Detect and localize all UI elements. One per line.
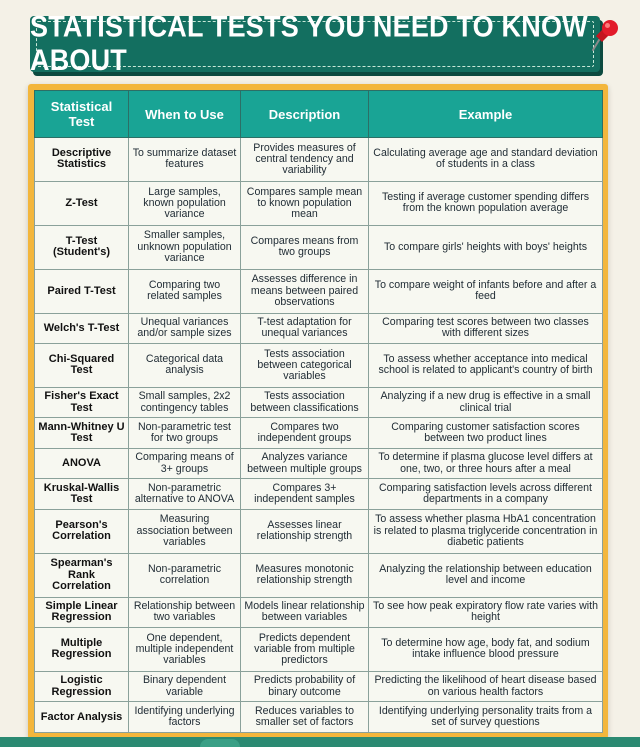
test-name-cell: Fisher's Exact Test xyxy=(35,387,129,417)
test-name-cell: T-Test (Student's) xyxy=(35,225,129,269)
example-cell: To compare weight of infants before and after a feed xyxy=(369,269,603,313)
footer-tab xyxy=(200,739,240,747)
test-name-cell: Welch's T-Test xyxy=(35,313,129,343)
example-cell: Identifying underlying personality traits from a set of survey questions xyxy=(369,702,603,733)
example-cell: Calculating average age and standard deviation of students in a class xyxy=(369,138,603,182)
push-pin-icon xyxy=(590,18,620,52)
table-row xyxy=(35,344,603,388)
example-cell: Comparing satisfaction levels across different departments in a company xyxy=(369,479,603,509)
test-name-cell: Factor Analysis xyxy=(35,702,129,733)
when-to-use-cell: Non-parametric test for two groups xyxy=(129,418,241,448)
table-row xyxy=(35,671,603,701)
example-cell: Comparing customer satisfaction scores between two product lines xyxy=(369,418,603,448)
column-header-example: Example xyxy=(369,91,603,138)
example-cell: To compare girls' heights with boys' heights xyxy=(369,225,603,269)
when-to-use-cell: Non-parametric correlation xyxy=(129,553,241,597)
description-cell: Predicts probability of binary outcome xyxy=(241,671,369,701)
tests-table-container xyxy=(34,90,602,733)
example-cell: Comparing test scores between two classes with different sizes xyxy=(369,313,603,343)
when-to-use-cell: Measuring association between variables xyxy=(129,509,241,553)
example-cell: To determine how age, body fat, and sodium intake influence blood pressure xyxy=(369,628,603,672)
test-name-cell: ANOVA xyxy=(35,448,129,478)
column-header-test: Statistical Test xyxy=(35,91,129,138)
example-cell: Analyzing the relationship between education level and income xyxy=(369,553,603,597)
when-to-use-cell: Binary dependent variable xyxy=(129,671,241,701)
description-cell: Assesses difference in means between paired observations xyxy=(241,269,369,313)
example-cell: To see how peak expiratory flow rate varies with height xyxy=(369,597,603,627)
test-name-cell: Simple Linear Regression xyxy=(35,597,129,627)
table-row xyxy=(35,313,603,343)
table-row xyxy=(35,181,603,225)
test-name-cell: Chi-Squared Test xyxy=(35,344,129,388)
table-row xyxy=(35,418,603,448)
description-cell: Compares two independent groups xyxy=(241,418,369,448)
description-cell: Tests association between categorical variables xyxy=(241,344,369,388)
table-row xyxy=(35,225,603,269)
test-name-cell: Kruskal-Wallis Test xyxy=(35,479,129,509)
table-row xyxy=(35,479,603,509)
example-cell: Analyzing if a new drug is effective in a small clinical trial xyxy=(369,387,603,417)
table-body xyxy=(35,138,603,733)
test-name-cell: Multiple Regression xyxy=(35,628,129,672)
example-cell: To determine if plasma glucose level differs at one, two, or three hours after a meal xyxy=(369,448,603,478)
statistical-tests-table xyxy=(34,90,603,733)
when-to-use-cell: Categorical data analysis xyxy=(129,344,241,388)
when-to-use-cell: Comparing two related samples xyxy=(129,269,241,313)
description-cell: Measures monotonic relationship strength xyxy=(241,553,369,597)
description-cell: Assesses linear relationship strength xyxy=(241,509,369,553)
description-cell: Reduces variables to smaller set of factors xyxy=(241,702,369,733)
description-cell: Compares means from two groups xyxy=(241,225,369,269)
test-name-cell: Pearson's Correlation xyxy=(35,509,129,553)
table-row xyxy=(35,387,603,417)
table-row xyxy=(35,597,603,627)
footer-bar xyxy=(0,737,640,747)
example-cell: To assess whether acceptance into medical school is related to applicant's country of birth xyxy=(369,344,603,388)
description-cell: Tests association between classifications xyxy=(241,387,369,417)
when-to-use-cell: To summarize dataset features xyxy=(129,138,241,182)
test-name-cell: Logistic Regression xyxy=(35,671,129,701)
example-cell: Testing if average customer spending differs from the known population average xyxy=(369,181,603,225)
table-row xyxy=(35,138,603,182)
when-to-use-cell: Non-parametric alternative to ANOVA xyxy=(129,479,241,509)
when-to-use-cell: Comparing means of 3+ groups xyxy=(129,448,241,478)
table-row xyxy=(35,702,603,733)
description-cell: Predicts dependent variable from multiple predictors xyxy=(241,628,369,672)
when-to-use-cell: Smaller samples, unknown population variance xyxy=(129,225,241,269)
test-name-cell: Descriptive Statistics xyxy=(35,138,129,182)
test-name-cell: Paired T-Test xyxy=(35,269,129,313)
description-cell: Analyzes variance between multiple groups xyxy=(241,448,369,478)
description-cell: Compares 3+ independent samples xyxy=(241,479,369,509)
when-to-use-cell: Large samples, known population variance xyxy=(129,181,241,225)
table-row xyxy=(35,509,603,553)
column-header-when: When to Use xyxy=(129,91,241,138)
table-header-row xyxy=(35,91,603,138)
test-name-cell: Z-Test xyxy=(35,181,129,225)
when-to-use-cell: Small samples, 2x2 contingency tables xyxy=(129,387,241,417)
example-cell: To assess whether plasma HbA1 concentration is related to plasma triglyceride concentration in diabetic patients xyxy=(369,509,603,553)
when-to-use-cell: Relationship between two variables xyxy=(129,597,241,627)
table-row xyxy=(35,269,603,313)
table-row xyxy=(35,628,603,672)
when-to-use-cell: Unequal variances and/or sample sizes xyxy=(129,313,241,343)
example-cell: Predicting the likelihood of heart disease based on various health factors xyxy=(369,671,603,701)
description-cell: T-test adaptation for unequal variances xyxy=(241,313,369,343)
title-banner xyxy=(30,10,600,77)
when-to-use-cell: Identifying underlying factors xyxy=(129,702,241,733)
page-title: STATISTICAL TESTS YOU NEED TO KNOW ABOUT xyxy=(30,10,588,77)
table-row xyxy=(35,448,603,478)
table-row xyxy=(35,553,603,597)
test-name-cell: Mann-Whitney U Test xyxy=(35,418,129,448)
description-cell: Compares sample mean to known population mean xyxy=(241,181,369,225)
column-header-description: Description xyxy=(241,91,369,138)
when-to-use-cell: One dependent, multiple independent variables xyxy=(129,628,241,672)
description-cell: Provides measures of central tendency and variability xyxy=(241,138,369,182)
test-name-cell: Spearman's Rank Correlation xyxy=(35,553,129,597)
description-cell: Models linear relationship between variables xyxy=(241,597,369,627)
